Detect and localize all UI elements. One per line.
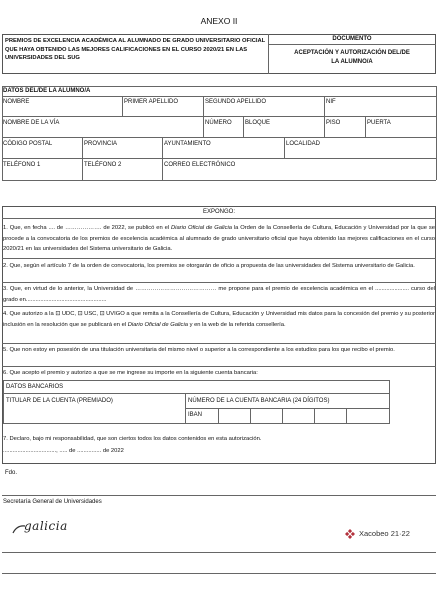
bank-iban[interactable]: IBAN xyxy=(188,412,203,418)
paragraph-6: 6. Que acepto el premio y autorizo a que se me ingrese su importe en la siguiente cuenta bancaria: xyxy=(3,370,258,376)
field-first-surname[interactable]: PRIMER APELLIDO xyxy=(124,99,179,105)
field-second-surname[interactable]: SEGUNDO APELLIDO xyxy=(205,99,267,105)
student-section-title: DATOS DEL/DE LA ALUMNO/A xyxy=(3,88,91,94)
document-type: ACEPTACIÓN Y AUTORIZACIÓN DEL/DE LA ALUMNO/A xyxy=(294,50,410,65)
bank-account-number[interactable]: NÚMERO DE LA CUENTA BANCARIA (24 DÍGITOS) xyxy=(188,398,330,404)
field-phone-2[interactable]: TELÉFONO 2 xyxy=(84,162,122,168)
annex-label: ANEXO II xyxy=(200,16,238,26)
paragraph-1: 1. Que, en fecha .... de ………………. de 2022, se publicó en el Diario Oficial de Galicia la Orden de la Consellería de Cultura, Educación y Universidad por la que se procede a la convocatoria de los premios de excelencia académica al alumnado de grado universitario oficial que haya obtenido las mejores calificaciones en el curso 2020/21 en las universidades del Sistema universitario de Galicia. xyxy=(3,225,435,252)
paragraph-4: 4. Que autorizo a la ⊡ UDC, ⊡ USC, ⊡ UVIGO a que remita a la Consellería de Cultura, Educación y Universidad mis datos para la concesión del premio y su posterior inclusión en la resolución que se publicará en el Diario Oficial de Galicia y en la web de la referida consellería. xyxy=(3,311,435,328)
field-door[interactable]: PUERTA xyxy=(367,120,391,126)
document-title: PREMIOS DE EXCELENCIA ACADÉMICA AL ALUMNADO DE GRADO UNIVERSITARIO OFICIAL QUE HAYA OBTENIDO LAS MEJORES CALIFICACIONES EN EL CURSO 2020/21 EN LAS UNIVERSIDADES DEL SUG xyxy=(5,38,266,61)
field-locality[interactable]: LOCALIDAD xyxy=(286,141,321,147)
header-doc-divider xyxy=(268,44,436,45)
paragraph-7: 7. Declaro, bajo mi responsabilidad, que son ciertos todos los datos contenidos en esta autorización. xyxy=(3,436,262,442)
department-name: Secretaría General de Universidades xyxy=(3,499,102,505)
exposition-heading: EXPONGO: xyxy=(202,209,235,215)
document-label: DOCUMENTO xyxy=(332,36,372,42)
paragraph-2: 2. Que, según el artículo 7 de la orden de convocatoria, los premios se otorgarán de oficio a propuesta de las universidades del Sistema universitario de Galicia. xyxy=(3,263,415,269)
bank-account-holder[interactable]: TITULAR DE LA CUENTA (PREMIADO) xyxy=(6,398,113,404)
field-email[interactable]: CORREO ELECTRÓNICO xyxy=(164,162,236,168)
field-name[interactable]: NOMBRE xyxy=(3,99,30,105)
date-line[interactable]: ................................., ..... de ............... de 2022 xyxy=(3,448,124,454)
field-nif[interactable]: NIF xyxy=(326,99,336,105)
field-province[interactable]: PROVINCIA xyxy=(84,141,118,147)
xacobeo-shell-icon xyxy=(344,528,356,540)
paragraph-5: 5. Que non estoy en posesión de una titulación universitaria del mismo nivel o superior a la correspondiente a los estudios para los que recibo el premio. xyxy=(3,347,395,353)
paragraph-3: 3. Que, en virtud de lo anterior, la Universidad de …………………………………… me propone para el premio de excelencia académica en el ..................... curso del grado en.................................................. xyxy=(3,286,435,303)
signature-label: Fdo. xyxy=(5,470,18,476)
field-street[interactable]: NOMBRE DE LA VÍA xyxy=(3,120,60,126)
field-block[interactable]: BLOQUE xyxy=(245,120,271,126)
field-number[interactable]: NÚMERO xyxy=(205,120,232,126)
field-postal-code[interactable]: CÓDIGO POSTAL xyxy=(3,141,53,147)
field-floor[interactable]: PISO xyxy=(326,120,341,126)
bank-section-title: DATOS BANCARIOS xyxy=(6,384,64,390)
xacobeo-logo: Xacobeo 21·22 xyxy=(344,527,424,543)
field-phone-1[interactable]: TELÉFONO 1 xyxy=(3,162,41,168)
field-municipality[interactable]: AYUNTAMIENTO xyxy=(164,141,211,147)
